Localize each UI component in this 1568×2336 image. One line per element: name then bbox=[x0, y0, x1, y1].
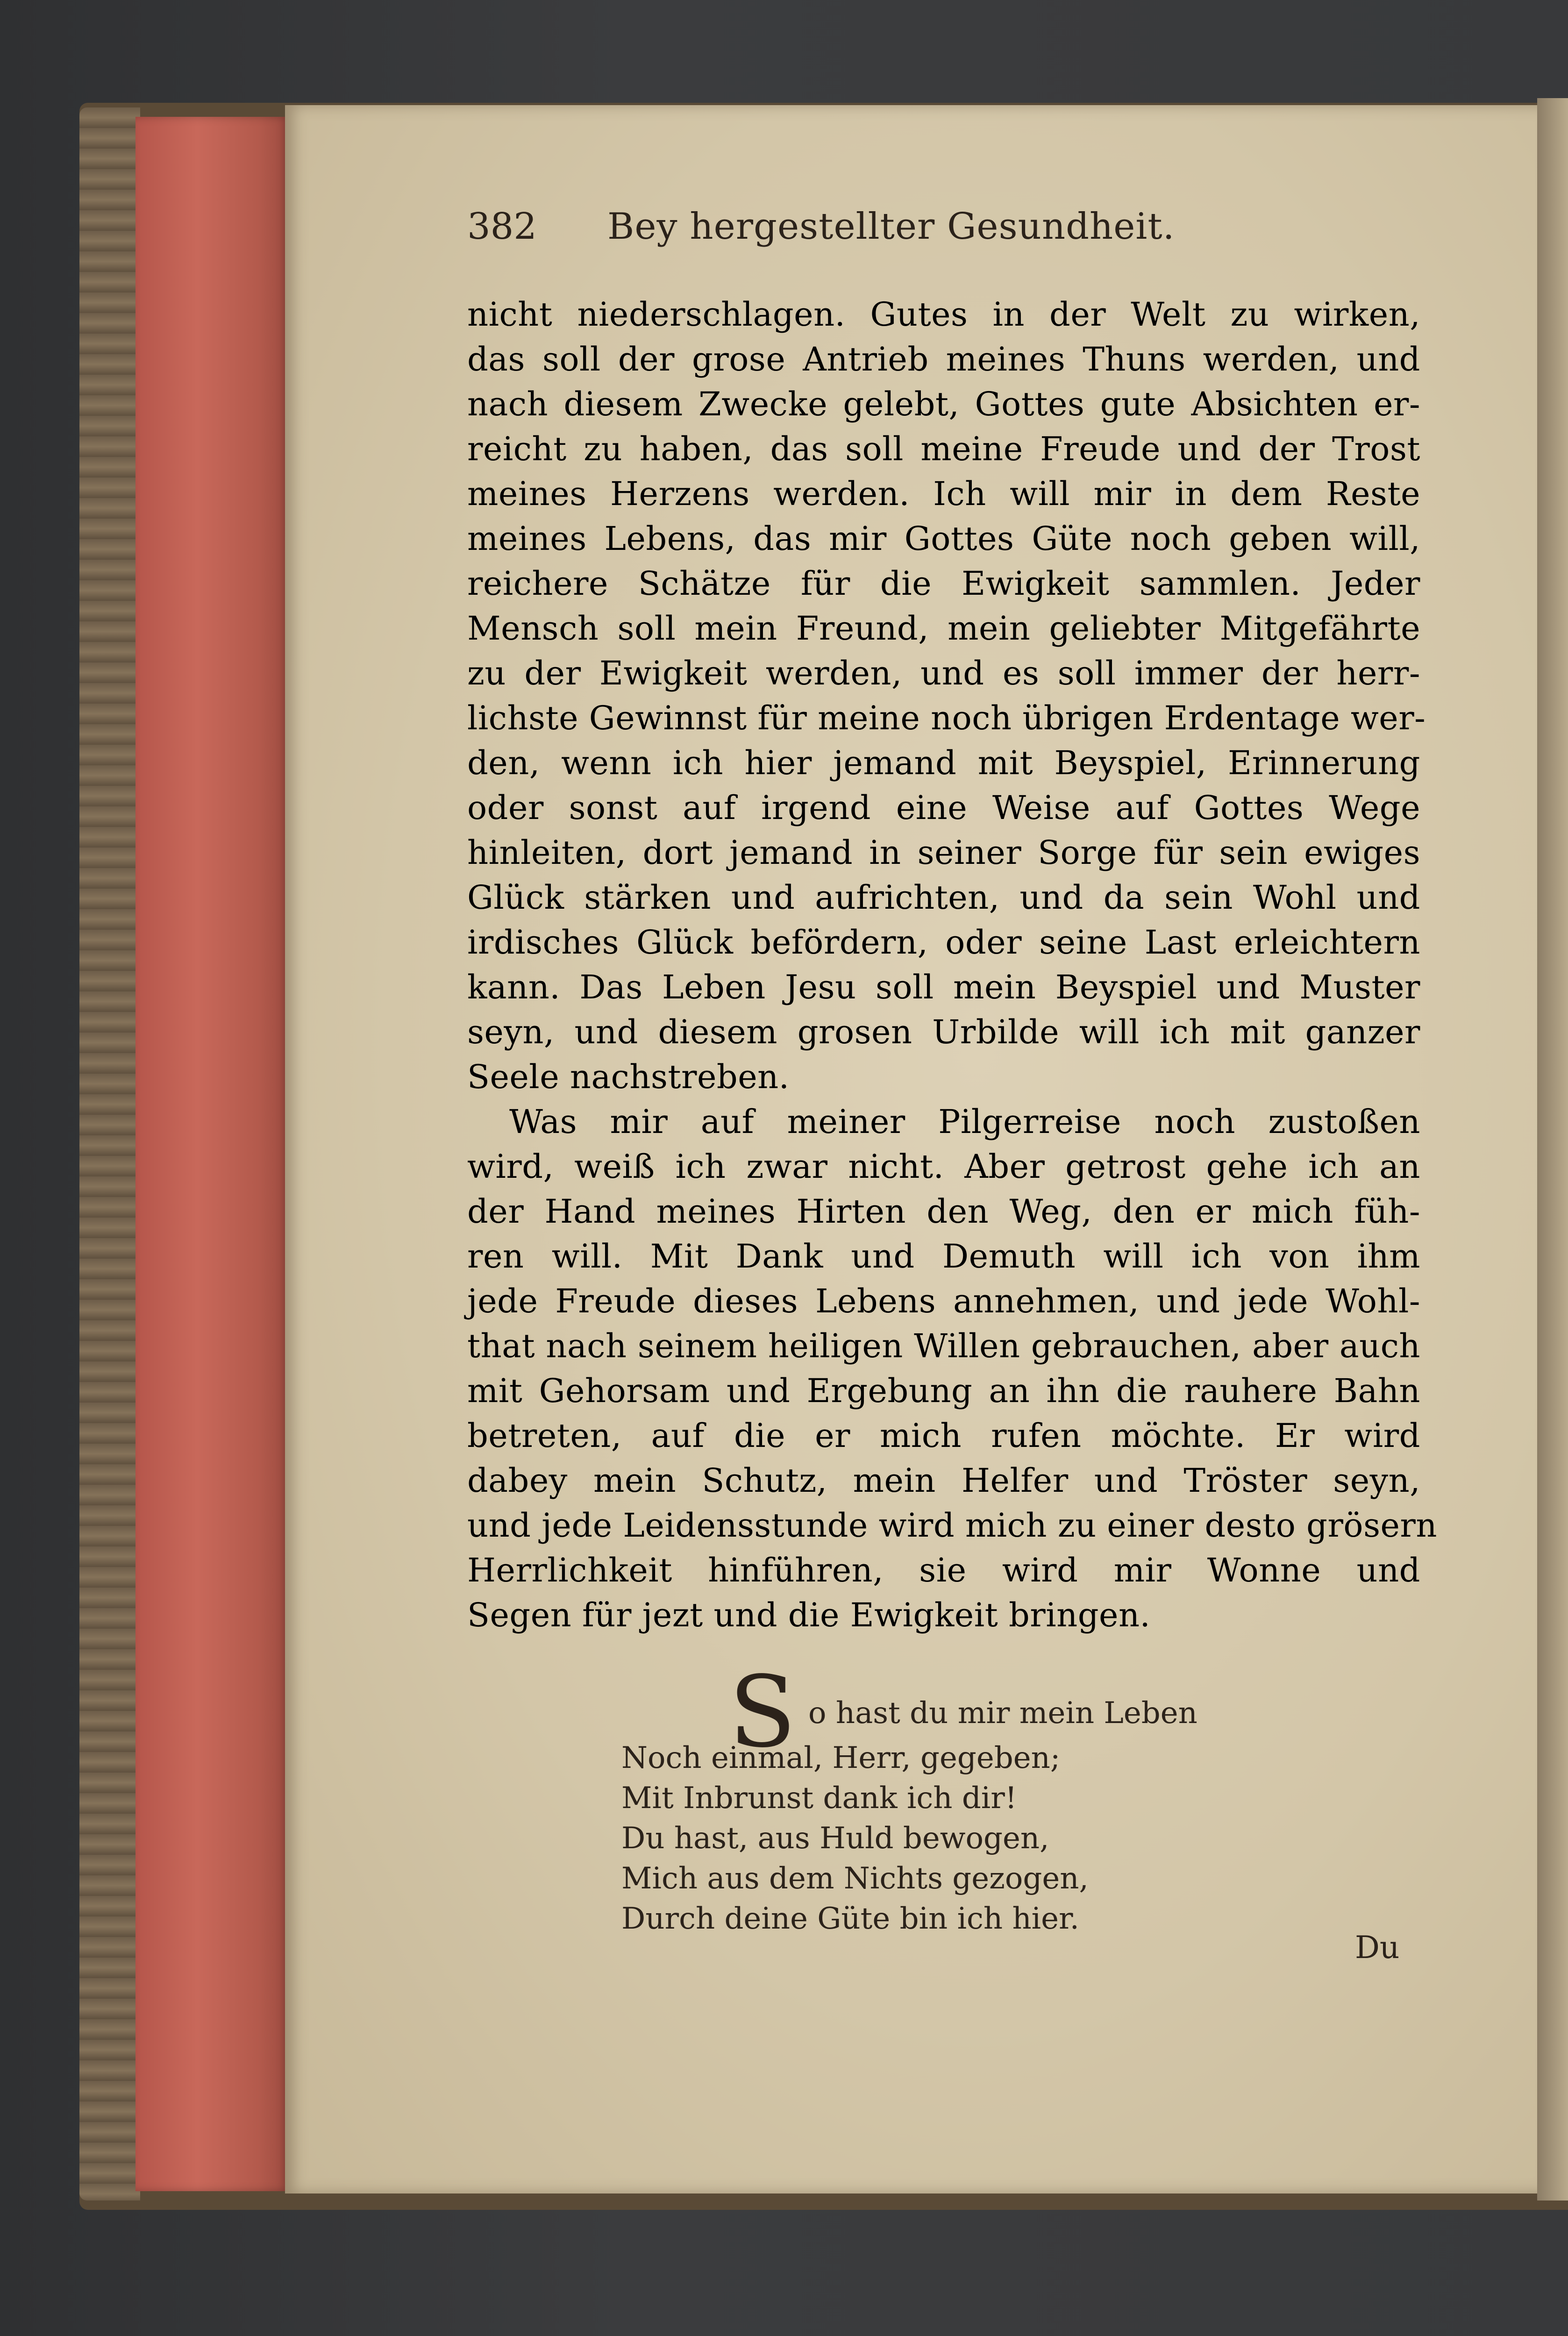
drop-cap: S bbox=[729, 1655, 796, 1769]
text-line: den, wenn ich hier jemand mit Beyspiel, Erinnerung bbox=[467, 744, 1420, 782]
text-line: jede Freude dieses Lebens annehmen, und jede Wohl- bbox=[467, 1282, 1420, 1320]
text-line: betreten, auf die er mich rufen möchte. Er wird bbox=[467, 1417, 1420, 1455]
running-title: Bey hergestellter Gesundheit. bbox=[607, 206, 1175, 248]
text-line: mit Gehorsam und Ergebung an ihn die rauhere Bahn bbox=[467, 1372, 1420, 1410]
hymn-line: Durch deine Güte bin ich hier. bbox=[621, 1902, 1079, 1936]
text-line: zu der Ewigkeit werden, und es soll immer der herr- bbox=[467, 654, 1420, 692]
text-line: hinleiten, dort jemand in seiner Sorge für sein ewiges bbox=[467, 833, 1420, 872]
text-line: ren will. Mit Dank und Demuth will ich von ihm bbox=[467, 1237, 1420, 1275]
text-line: nach diesem Zwecke gelebt, Gottes gute Absichten er- bbox=[467, 385, 1420, 423]
facing-page-edge bbox=[1537, 98, 1568, 2201]
text-line: das soll der grose Antrieb meines Thuns werden, und bbox=[467, 340, 1420, 378]
book-cover-edge bbox=[79, 107, 140, 2201]
hymn-lines bbox=[621, 1738, 1182, 1939]
text-line: Herrlichkeit hinführen, sie wird mir Wonne und bbox=[467, 1551, 1420, 1589]
text-line: Seele nachstreben. bbox=[467, 1058, 790, 1096]
text-line: kann. Das Leben Jesu soll mein Beyspiel und Muster bbox=[467, 968, 1420, 1006]
text-line: reichere Schätze für die Ewigkeit sammlen. Jeder bbox=[467, 564, 1420, 603]
page-number: 382 bbox=[467, 206, 537, 248]
hymn-line: Mich aus dem Nichts gezogen, bbox=[621, 1861, 1089, 1896]
catchword: Du bbox=[1355, 1930, 1400, 1966]
text-line: lichste Gewinnst für meine noch übrigen Erdentage wer- bbox=[467, 699, 1426, 737]
text-line: that nach seinem heiligen Willen gebrauchen, aber auch bbox=[467, 1327, 1420, 1365]
hymn-first-line-text: o hast du mir mein Leben bbox=[808, 1696, 1197, 1731]
text-line: Mensch soll mein Freund, mein geliebter Mitgefährte bbox=[467, 609, 1420, 648]
text-line: irdisches Glück befördern, oder seine Last erleichtern bbox=[467, 923, 1420, 961]
text-line: und jede Leidensstunde wird mich zu einer desto grösern bbox=[467, 1506, 1437, 1545]
text-line: meines Lebens, das mir Gottes Güte noch geben will, bbox=[467, 520, 1420, 558]
text-line: dabey mein Schutz, mein Helfer und Tröster seyn, bbox=[467, 1461, 1420, 1500]
text-line: der Hand meines Hirten den Weg, den er mich füh- bbox=[467, 1192, 1420, 1231]
text-line: seyn, und diesem grosen Urbilde will ich mit ganzer bbox=[467, 1013, 1420, 1051]
red-page-edges bbox=[135, 117, 290, 2191]
text-line: meines Herzens werden. Ich will mir in dem Reste bbox=[467, 475, 1420, 513]
text-line: wird, weiß ich zwar nicht. Aber getrost gehe ich an bbox=[467, 1147, 1420, 1186]
text-line: Segen für jezt und die Ewigkeit bringen. bbox=[467, 1596, 1151, 1634]
text-line: nicht niederschlagen. Gutes in der Welt zu wirken, bbox=[467, 295, 1420, 334]
page-header bbox=[467, 201, 1420, 266]
text-line: Glück stärken und aufrichten, und da sein Wohl und bbox=[467, 878, 1420, 917]
text-line: oder sonst auf irgend eine Weise auf Gottes Wege bbox=[467, 789, 1420, 827]
hymn-stanza bbox=[621, 1655, 1197, 1939]
hymn-line: Du hast, aus Huld bewogen, bbox=[621, 1821, 1049, 1856]
hymn-line: Mit Inbrunst dank ich dir! bbox=[621, 1781, 1017, 1816]
text-line: Was mir auf meiner Pilgerreise noch zustoßen bbox=[509, 1103, 1420, 1141]
body-text bbox=[467, 292, 1437, 1638]
text-line: reicht zu haben, das soll meine Freude und der Trost bbox=[467, 430, 1420, 468]
hymn-line: Noch einmal, Herr, gegeben; bbox=[621, 1741, 1061, 1775]
